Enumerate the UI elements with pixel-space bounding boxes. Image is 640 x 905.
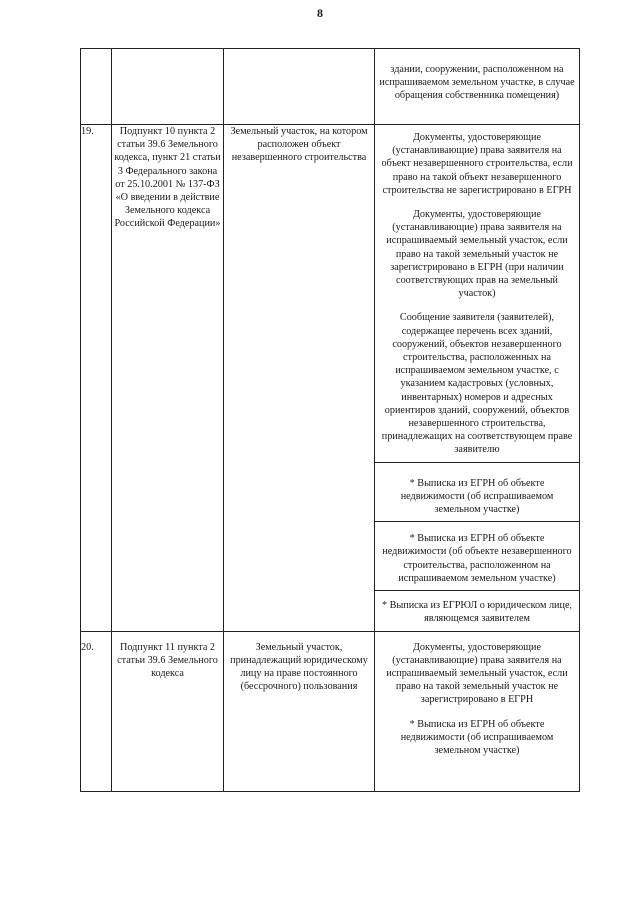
land-plot-description: Земельный участок, на котором расположен объект незавершенного строительства [224,125,375,632]
document-item: * Выписка из ЕГРН об объекте недвижимости (об испрашиваемом земельном участке) [400,477,554,516]
document-item: Документы, удостоверяющие (устанавливающие) права заявителя на испрашиваемый земельный участок, если право на такой земельный участок не зарегистрировано в ЕГРН [386,641,568,706]
table-row [81,125,580,632]
documents-cell [375,49,580,125]
document-item: * Выписка из ЕГРЮЛ о юридическом лице, являющемся заявителем [381,600,573,625]
row-number: 19. [81,125,112,632]
documents-cell [375,125,580,632]
legal-basis: Подпункт 10 пункта 2 статьи 39.6 Земельного кодекса, пункт 21 статьи 3 Федерального закона от 25.10.2001 № 137-ФЗ «О введении в действие Земельного кодекса Российской Федерации» [112,125,224,632]
document-item: Документы, удостоверяющие (устанавливающие) права заявителя на испрашиваемый земельный участок, если право на такой земельный участок не зарегистрировано в ЕГРН (при наличии соответствующих прав на земельный участок) [386,209,568,300]
cell-empty [112,49,224,125]
documents-group [375,521,579,590]
legal-basis: Подпункт 11 пункта 2 статьи 39.6 Земельного кодекса [112,631,224,791]
cell-empty [224,49,375,125]
documents-group [375,632,579,758]
cell-empty [81,49,112,125]
documents-group [375,462,579,522]
page-number: 8 [317,6,323,20]
document-item: Документы, удостоверяющие (устанавливающие) права заявителя на объект незавершенного строительства, если право на такой объект незавершенного строительства не зарегистрировано в ЕГРН [381,132,573,196]
documents-cell [375,631,580,791]
document-item: * Выписка из ЕГРН об объекте недвижимости (об испрашиваемом земельном участке) [400,718,554,756]
continuation-text: здании, сооружении, расположенном на испрашиваемом земельном участке, в случае обращения собственника помещения) [379,64,575,102]
table-row [81,631,580,791]
row-number: 20. [81,631,112,791]
document-item: * Выписка из ЕГРН об объекте недвижимости (об объекте незавершенного строительства, расположенном на испрашиваемом земельном участке) [382,533,572,584]
table-row-continuation [81,49,580,125]
documents-group [375,590,579,630]
documents-table [80,48,580,792]
documents-group [375,125,579,462]
document-item: Сообщение заявителя (заявителей), содержащее перечень всех зданий, сооружений, объектов незавершенного строительства, расположенных на испрашиваемом земельном участке, с указанием кадастровых (условных, инвентарных) номеров и адресных ориентиров зданий, сооружений, объектов незавершенного строительства, принадлежащих на соответствующем праве заявителю [381,312,573,456]
land-plot-description: Земельный участок, принадлежащий юридическому лицу на праве постоянного (бессрочного) пользования [224,631,375,791]
